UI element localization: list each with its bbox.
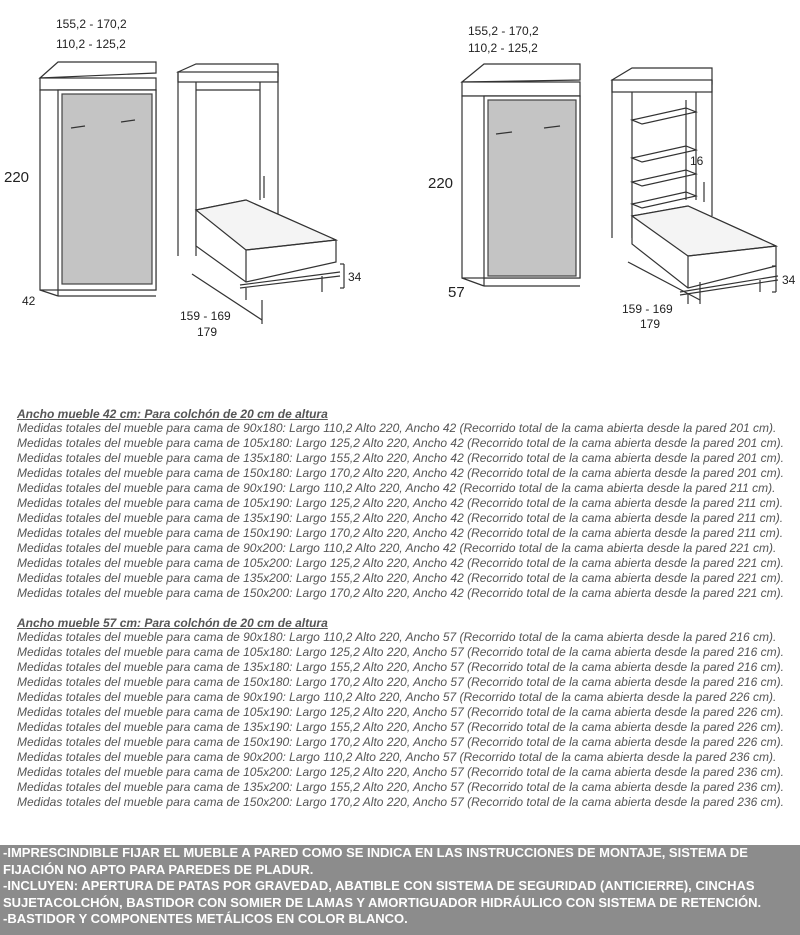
left-width-inner-label: 110,2 - 125,2 bbox=[56, 37, 126, 51]
spec-block-42 bbox=[17, 407, 792, 601]
technical-drawings bbox=[0, 0, 800, 360]
spec-line: Medidas totales del mueble para cama de 150x200: Largo 170,2 Alto 220, Ancho 57 (Recorrido total de la cama abierta desde la pared 236 cm). bbox=[17, 795, 784, 809]
cabinet-closed-57 bbox=[462, 64, 580, 286]
left-depth-label: 42 bbox=[22, 294, 36, 308]
spec-line: Medidas totales del mueble para cama de 90x180: Largo 110,2 Alto 220, Ancho 57 (Recorrido total de la cama abierta desde la pared 216 cm). bbox=[17, 630, 777, 644]
right-bed-length-label: 159 - 169 bbox=[622, 302, 673, 316]
spec-line: Medidas totales del mueble para cama de 150x180: Largo 170,2 Alto 220, Ancho 57 (Recorrido total de la cama abierta desde la pared 216 cm). bbox=[17, 675, 784, 689]
spec-line: Medidas totales del mueble para cama de 135x180: Largo 155,2 Alto 220, Ancho 42 (Recorrido total de la cama abierta desde la pared 201 cm). bbox=[17, 451, 784, 465]
spec-title-57: Ancho mueble 57 cm: Para colchón de 20 cm de altura bbox=[17, 616, 328, 630]
spec-line: Medidas totales del mueble para cama de 150x190: Largo 170,2 Alto 220, Ancho 42 (Recorrido total de la cama abierta desde la pared 211 cm). bbox=[17, 526, 784, 540]
spec-line: Medidas totales del mueble para cama de 135x190: Largo 155,2 Alto 220, Ancho 57 (Recorrido total de la cama abierta desde la pared 226 cm). bbox=[17, 720, 784, 734]
right-height-label: 220 bbox=[428, 175, 454, 192]
spec-line: Medidas totales del mueble para cama de 135x180: Largo 155,2 Alto 220, Ancho 57 (Recorrido total de la cama abierta desde la pared 216 cm). bbox=[17, 660, 784, 674]
spec-line: Medidas totales del mueble para cama de 105x180: Largo 125,2 Alto 220, Ancho 42 (Recorrido total de la cama abierta desde la pared 201 cm). bbox=[17, 436, 784, 450]
spec-line: Medidas totales del mueble para cama de 150x190: Largo 170,2 Alto 220, Ancho 57 (Recorrido total de la cama abierta desde la pared 226 cm). bbox=[17, 735, 784, 749]
spec-line: Medidas totales del mueble para cama de 90x190: Largo 110,2 Alto 220, Ancho 57 (Recorrido total de la cama abierta desde la pared 226 cm). bbox=[17, 690, 777, 704]
right-width-inner-label: 110,2 - 125,2 bbox=[468, 41, 538, 55]
spec-line: Medidas totales del mueble para cama de 135x190: Largo 155,2 Alto 220, Ancho 42 (Recorrido total de la cama abierta desde la pared 211 cm). bbox=[17, 511, 784, 525]
note-fixing: -IMPRESCINDIBLE FIJAR EL MUEBLE A PARED COMO SE INDICA EN LAS INSTRUCCIONES DE MONTAJE, SISTEMA DE FIJACIÓN NO APTO PARA PAREDES DE PLADUR. bbox=[3, 845, 748, 877]
note-includes: -INCLUYEN: APERTURA DE PATAS POR GRAVEDAD, ABATIBLE CON SISTEMA DE SEGURIDAD (ANTICIERRE), CINCHAS SUJETACOLCHÓN, BASTIDOR CON SOMIER DE LAMAS Y AMORTIGUADOR HIDRÁULICO CON SISTEMA DE RETENCIÓN. bbox=[3, 878, 762, 910]
spec-title-42: Ancho mueble 42 cm: Para colchón de 20 cm de altura bbox=[17, 407, 328, 421]
spec-line: Medidas totales del mueble para cama de 150x180: Largo 170,2 Alto 220, Ancho 42 (Recorrido total de la cama abierta desde la pared 201 cm). bbox=[17, 466, 784, 480]
spec-line: Medidas totales del mueble para cama de 105x190: Largo 125,2 Alto 220, Ancho 42 (Recorrido total de la cama abierta desde la pared 211 cm). bbox=[17, 496, 784, 510]
specifications bbox=[17, 407, 792, 825]
left-bed-total-label: 179 bbox=[197, 325, 218, 339]
spec-line: Medidas totales del mueble para cama de 90x190: Largo 110,2 Alto 220, Ancho 42 (Recorrido total de la cama abierta desde la pared 211 cm). bbox=[17, 481, 776, 495]
spec-line: Medidas totales del mueble para cama de 150x200: Largo 170,2 Alto 220, Ancho 42 (Recorrido total de la cama abierta desde la pared 221 cm). bbox=[17, 586, 784, 600]
notes-panel bbox=[0, 845, 800, 935]
spec-block-57 bbox=[17, 616, 792, 810]
spec-line: Medidas totales del mueble para cama de 90x180: Largo 110,2 Alto 220, Ancho 42 (Recorrido total de la cama abierta desde la pared 201 cm). bbox=[17, 421, 777, 435]
spec-line: Medidas totales del mueble para cama de 105x180: Largo 125,2 Alto 220, Ancho 57 (Recorrido total de la cama abierta desde la pared 216 cm). bbox=[17, 645, 784, 659]
right-bed-total-label: 179 bbox=[640, 317, 661, 331]
spec-line: Medidas totales del mueble para cama de 135x200: Largo 155,2 Alto 220, Ancho 42 (Recorrido total de la cama abierta desde la pared 221 cm). bbox=[17, 571, 784, 585]
right-depth-label: 57 bbox=[448, 284, 465, 301]
spec-line: Medidas totales del mueble para cama de 105x200: Largo 125,2 Alto 220, Ancho 42 (Recorrido total de la cama abierta desde la pared 221 cm). bbox=[17, 556, 784, 570]
right-bed-height-label: 34 bbox=[782, 273, 796, 287]
left-bed-length-label: 159 - 169 bbox=[180, 309, 231, 323]
cabinet-open-42 bbox=[178, 64, 344, 324]
left-bed-height-label: 34 bbox=[348, 270, 362, 284]
left-height-label: 220 bbox=[4, 169, 30, 186]
cabinet-open-57 bbox=[612, 68, 778, 304]
spec-line: Medidas totales del mueble para cama de 90x200: Largo 110,2 Alto 220, Ancho 57 (Recorrido total de la cama abierta desde la pared 236 cm). bbox=[17, 750, 777, 764]
spec-line: Medidas totales del mueble para cama de 105x200: Largo 125,2 Alto 220, Ancho 57 (Recorrido total de la cama abierta desde la pared 236 cm). bbox=[17, 765, 784, 779]
spec-line: Medidas totales del mueble para cama de 90x200: Largo 110,2 Alto 220, Ancho 42 (Recorrido total de la cama abierta desde la pared 221 cm). bbox=[17, 541, 777, 555]
left-width-outer-label: 155,2 - 170,2 bbox=[56, 17, 127, 31]
spec-line: Medidas totales del mueble para cama de 105x190: Largo 125,2 Alto 220, Ancho 57 (Recorrido total de la cama abierta desde la pared 226 cm). bbox=[17, 705, 784, 719]
spec-line: Medidas totales del mueble para cama de 135x200: Largo 155,2 Alto 220, Ancho 57 (Recorrido total de la cama abierta desde la pared 236 cm). bbox=[17, 780, 784, 794]
cabinet-closed-42 bbox=[40, 62, 156, 296]
right-width-outer-label: 155,2 - 170,2 bbox=[468, 24, 539, 38]
note-color: -BASTIDOR Y COMPONENTES METÁLICOS EN COLOR BLANCO. bbox=[3, 911, 408, 926]
right-shelf-depth-label: 16 bbox=[690, 154, 704, 168]
